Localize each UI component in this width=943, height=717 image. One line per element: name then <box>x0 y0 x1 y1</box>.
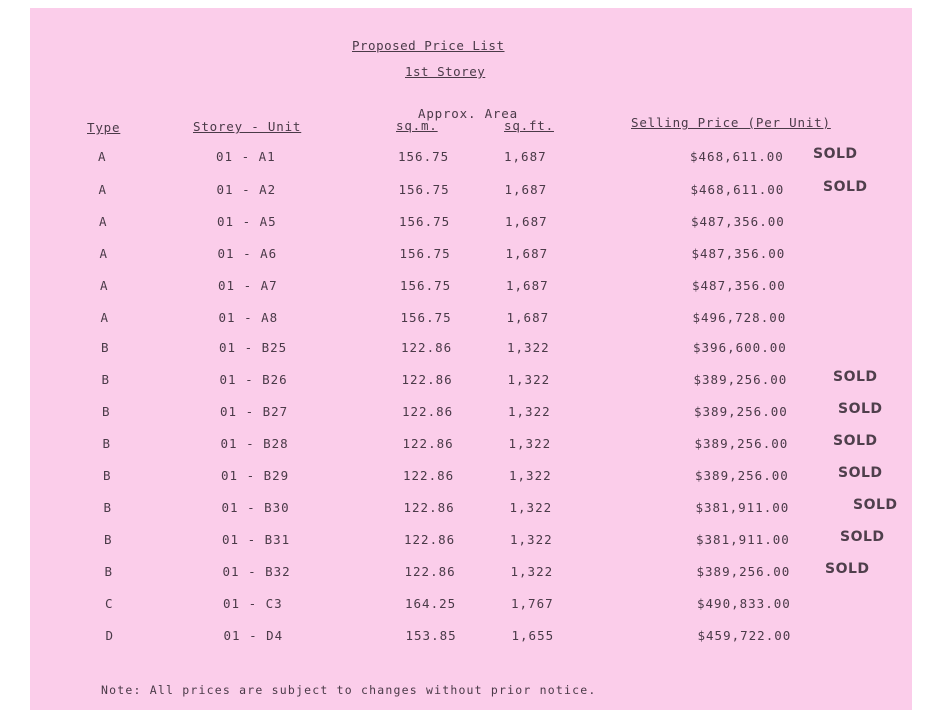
cell-sqm: 122.86 <box>401 340 453 355</box>
cell-price: $389,256.00 <box>694 404 788 419</box>
cell-price: $381,911.00 <box>695 500 790 515</box>
cell-price: $389,256.00 <box>694 436 789 451</box>
cell-price: $468,611.00 <box>690 182 785 197</box>
cell-type: B <box>104 564 114 579</box>
cell-storey-unit: 01 - B30 <box>221 500 290 515</box>
cell-sqm: 156.75 <box>398 149 450 164</box>
cell-sqft: 1,322 <box>508 404 551 419</box>
cell-sqm: 156.75 <box>399 214 451 229</box>
cell-sqm: 122.86 <box>401 372 453 387</box>
cell-sqm: 122.86 <box>403 468 455 483</box>
cell-type: B <box>101 372 111 387</box>
cell-sqft: 1,655 <box>511 628 555 643</box>
cell-type: C <box>105 596 114 611</box>
cell-storey-unit: 01 - A8 <box>218 310 279 325</box>
cell-sqft: 1,687 <box>506 310 550 325</box>
cell-sqft: 1,322 <box>510 564 554 579</box>
header-selling-price: Selling Price (Per Unit) <box>631 115 831 130</box>
cell-storey-unit: 01 - D4 <box>223 628 284 643</box>
cell-type: B <box>102 404 111 419</box>
header-approx-area: Approx. Area <box>418 106 518 121</box>
sold-stamp: SOLD <box>833 433 878 449</box>
cell-sqft: 1,322 <box>509 500 553 515</box>
cell-storey-unit: 01 - B31 <box>222 532 291 547</box>
cell-storey-unit: 01 - B29 <box>221 468 290 483</box>
cell-price: $459,722.00 <box>697 628 792 643</box>
cell-sqft: 1,687 <box>505 214 548 229</box>
cell-storey-unit: 01 - B26 <box>219 372 288 387</box>
cell-price: $468,611.00 <box>690 149 784 164</box>
cell-sqm: 156.75 <box>398 182 450 197</box>
cell-price: $496,728.00 <box>692 310 787 325</box>
cell-type: A <box>100 278 109 293</box>
sold-stamp: SOLD <box>838 401 883 417</box>
cell-price: $381,911.00 <box>696 532 790 547</box>
cell-type: B <box>104 532 113 547</box>
sold-stamp: SOLD <box>813 146 858 162</box>
cell-storey-unit: 01 - C3 <box>223 596 283 611</box>
cell-sqm: 122.86 <box>404 532 456 547</box>
header-storey-unit: Storey - Unit <box>193 119 302 134</box>
cell-sqm: 153.85 <box>405 628 457 643</box>
cell-sqm: 122.86 <box>402 436 454 451</box>
cell-type: B <box>101 340 110 355</box>
cell-type: A <box>98 182 108 197</box>
cell-sqm: 164.25 <box>405 596 457 611</box>
cell-type: B <box>103 468 112 483</box>
cell-storey-unit: 01 - A5 <box>217 214 277 229</box>
cell-price: $487,356.00 <box>692 278 786 293</box>
document-subtitle: 1st Storey <box>405 64 486 79</box>
cell-sqm: 156.75 <box>400 310 452 325</box>
cell-type: D <box>105 628 115 643</box>
cell-storey-unit: 01 - A1 <box>216 149 276 164</box>
cell-type: A <box>99 214 108 229</box>
cell-price: $490,833.00 <box>697 596 791 611</box>
cell-sqft: 1,767 <box>511 596 554 611</box>
price-list-sheet <box>30 8 912 710</box>
header-type: Type <box>87 120 121 135</box>
cell-sqm: 122.86 <box>402 404 454 419</box>
cell-sqft: 1,687 <box>504 182 548 197</box>
cell-sqft: 1,322 <box>508 436 552 451</box>
cell-type: B <box>103 500 113 515</box>
cell-type: A <box>99 246 109 261</box>
sold-stamp: SOLD <box>853 497 898 513</box>
sold-stamp: SOLD <box>825 561 870 577</box>
cell-sqm: 122.86 <box>403 500 455 515</box>
sold-stamp: SOLD <box>823 179 868 195</box>
cell-sqft: 1,687 <box>505 246 549 261</box>
cell-price: $487,356.00 <box>691 246 786 261</box>
sold-stamp: SOLD <box>833 369 878 385</box>
cell-storey-unit: 01 - B32 <box>222 564 291 579</box>
cell-type: B <box>102 436 112 451</box>
cell-sqm: 156.75 <box>399 246 451 261</box>
cell-storey-unit: 01 - B25 <box>219 340 288 355</box>
cell-price: $487,356.00 <box>691 214 785 229</box>
cell-sqft: 1,687 <box>506 278 549 293</box>
header-sqft: sq.ft. <box>504 118 554 133</box>
footnote: Note: All prices are subject to changes without prior notice. <box>101 683 597 697</box>
cell-price: $389,256.00 <box>693 372 788 387</box>
cell-storey-unit: 01 - B27 <box>220 404 289 419</box>
cell-price: $389,256.00 <box>696 564 791 579</box>
cell-sqm: 122.86 <box>404 564 456 579</box>
sold-stamp: SOLD <box>838 465 883 481</box>
header-sqm: sq.m. <box>396 118 438 133</box>
cell-sqft: 1,322 <box>509 468 552 483</box>
cell-type: A <box>100 310 110 325</box>
document-title: Proposed Price List <box>352 38 505 53</box>
cell-sqft: 1,687 <box>504 149 547 164</box>
cell-storey-unit: 01 - A2 <box>216 182 277 197</box>
cell-type: A <box>98 149 107 164</box>
cell-sqm: 156.75 <box>400 278 452 293</box>
cell-sqft: 1,322 <box>507 340 550 355</box>
sold-stamp: SOLD <box>840 529 885 545</box>
cell-storey-unit: 01 - B28 <box>220 436 289 451</box>
cell-sqft: 1,322 <box>510 532 553 547</box>
cell-price: $389,256.00 <box>695 468 789 483</box>
cell-sqft: 1,322 <box>507 372 551 387</box>
cell-storey-unit: 01 - A7 <box>218 278 278 293</box>
cell-price: $396,600.00 <box>693 340 787 355</box>
cell-storey-unit: 01 - A6 <box>217 246 278 261</box>
